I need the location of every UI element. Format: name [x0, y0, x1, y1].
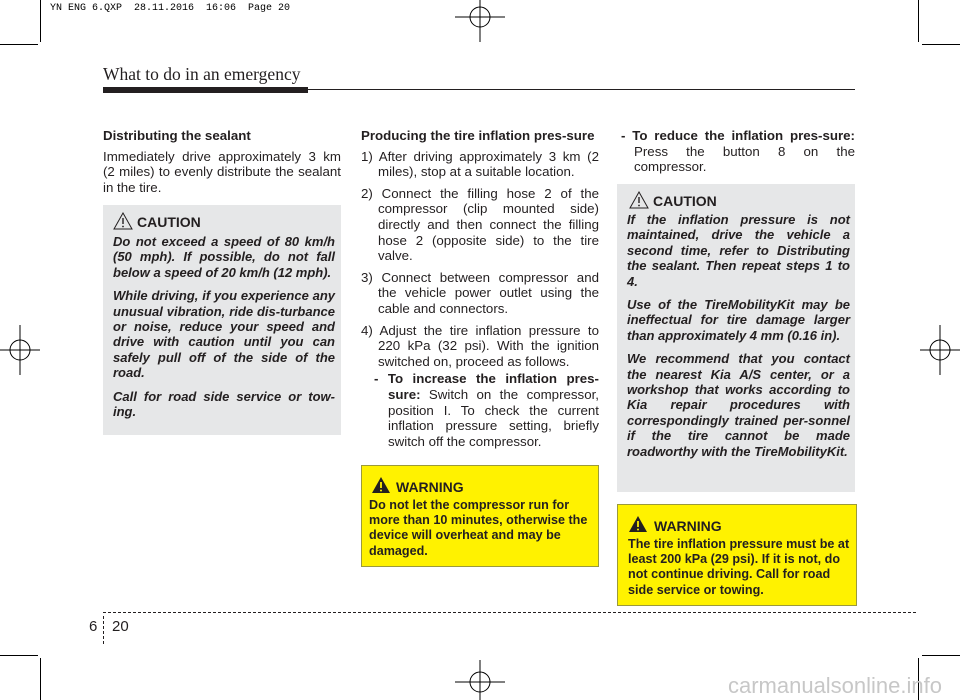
- crop-mark: [0, 655, 38, 656]
- caution-body: [113, 234, 335, 427]
- column-1: [103, 128, 341, 195]
- warning-text: The tire inflation pressure must be at least 200 kPa (29 psi). If it is not, do not continue driving. Call for road side service or towing.: [628, 537, 850, 597]
- caution-paragraph: Use of the TireMobilityKit may be ineffectual for tire damage larger than approximately 4 mm (0.16 in).: [627, 297, 850, 343]
- column-3: [617, 128, 855, 175]
- step-item: 1) After driving approximately 3 km (2 miles), stop at a suitable location.: [361, 148, 599, 180]
- step-item: 4) Adjust the tire inflation pressure to 220 kPa (32 psi). With the ignition switched on, proceed as follows.: [361, 322, 599, 369]
- section-heading: Distributing the sealant: [103, 128, 251, 143]
- caution-title: CAUTION: [653, 193, 717, 209]
- caution-paragraph: Call for road side service or tow-ing.: [113, 388, 335, 420]
- crop-mark: [40, 658, 41, 700]
- caution-triangle-icon: [629, 191, 649, 209]
- print-slug: YN ENG 6.QXP 28.11.2016 16:06 Page 20: [50, 3, 291, 14]
- warning-box: [617, 504, 857, 606]
- section-heading: Producing the tire inflation pres-sure: [361, 128, 595, 143]
- caution-triangle-icon: [113, 212, 133, 230]
- column-2: [361, 128, 599, 449]
- warning-text: Do not let the compressor run for more than 10 minutes, otherwise the device will overheat and may be damaged.: [369, 498, 588, 558]
- caution-paragraph: If the inflation pressure is not maintained, drive the vehicle a second time, refer to Distributing the sealant. Then repeat steps 1 to 4.: [627, 212, 850, 289]
- crop-mark: [922, 655, 960, 656]
- crop-mark: [918, 0, 919, 42]
- increase-label: - To increase the inflation pres-sure:: [374, 371, 599, 402]
- caution-box: [617, 184, 855, 492]
- warning-triangle-icon: [371, 476, 391, 494]
- caution-paragraph: Do not exceed a speed of 80 km/h (50 mph). If possible, do not fall below a speed of 20 km/h (12 mph).: [113, 234, 335, 280]
- increase-pressure-item: [361, 371, 599, 449]
- crop-mark: [40, 0, 41, 42]
- body-paragraph: Immediately drive approximately 3 km (2 miles) to evenly distribute the sealant in the tire.: [103, 148, 341, 195]
- crop-mark: [922, 44, 960, 45]
- reduce-pressure-item: [617, 128, 855, 175]
- footer-rule: [103, 612, 916, 613]
- chapter-number: 6: [89, 618, 98, 635]
- reduce-label: - To reduce the inflation pres-sure:: [621, 128, 855, 143]
- caution-title: CAUTION: [137, 214, 201, 230]
- section-title: What to do in an emergency: [103, 64, 301, 84]
- caution-paragraph: While driving, if you experience any unusual vibration, ride dis-turbance or noise, reduce your speed and drive with caution until you can safely pull off of the side of the road.: [113, 288, 335, 381]
- increase-text: Switch on the compressor, position I. To check the current inflation pressure setting, briefly switch off the compressor.: [388, 386, 599, 449]
- caution-box: [103, 205, 341, 435]
- registration-mark-icon: [0, 325, 40, 375]
- warning-title: WARNING: [396, 479, 464, 495]
- footer-divider: [103, 616, 105, 644]
- warning-triangle-icon: [628, 515, 648, 533]
- registration-mark-icon: [920, 325, 960, 375]
- page-number: 20: [112, 618, 129, 635]
- reduce-text: Press the button 8 on the compressor.: [634, 143, 855, 175]
- caution-paragraph: We recommend that you contact the nearest Kia A/S center, or a workshop that works according to Kia repair procedures with correspondingly trained per-sonnel if the tire cannot be made roadworthy with the TireMobilityKit.: [627, 351, 850, 459]
- header-bar: [103, 87, 308, 93]
- watermark: carmanualsonline.info: [727, 673, 942, 698]
- header-rule: [308, 89, 855, 90]
- crop-mark: [0, 44, 38, 45]
- registration-mark-icon: [455, 660, 505, 700]
- registration-mark-icon: [455, 0, 505, 42]
- warning-title: WARNING: [654, 518, 722, 534]
- step-item: 3) Connect between compressor and the vehicle power outlet using the cable and connectors.: [361, 269, 599, 316]
- caution-body: [627, 212, 850, 467]
- warning-box: [361, 465, 599, 567]
- step-item: 2) Connect the filling hose 2 of the compressor (clip mounted side) directly and then connect the filling hose 2 (opposite side) to the tire valve.: [361, 185, 599, 264]
